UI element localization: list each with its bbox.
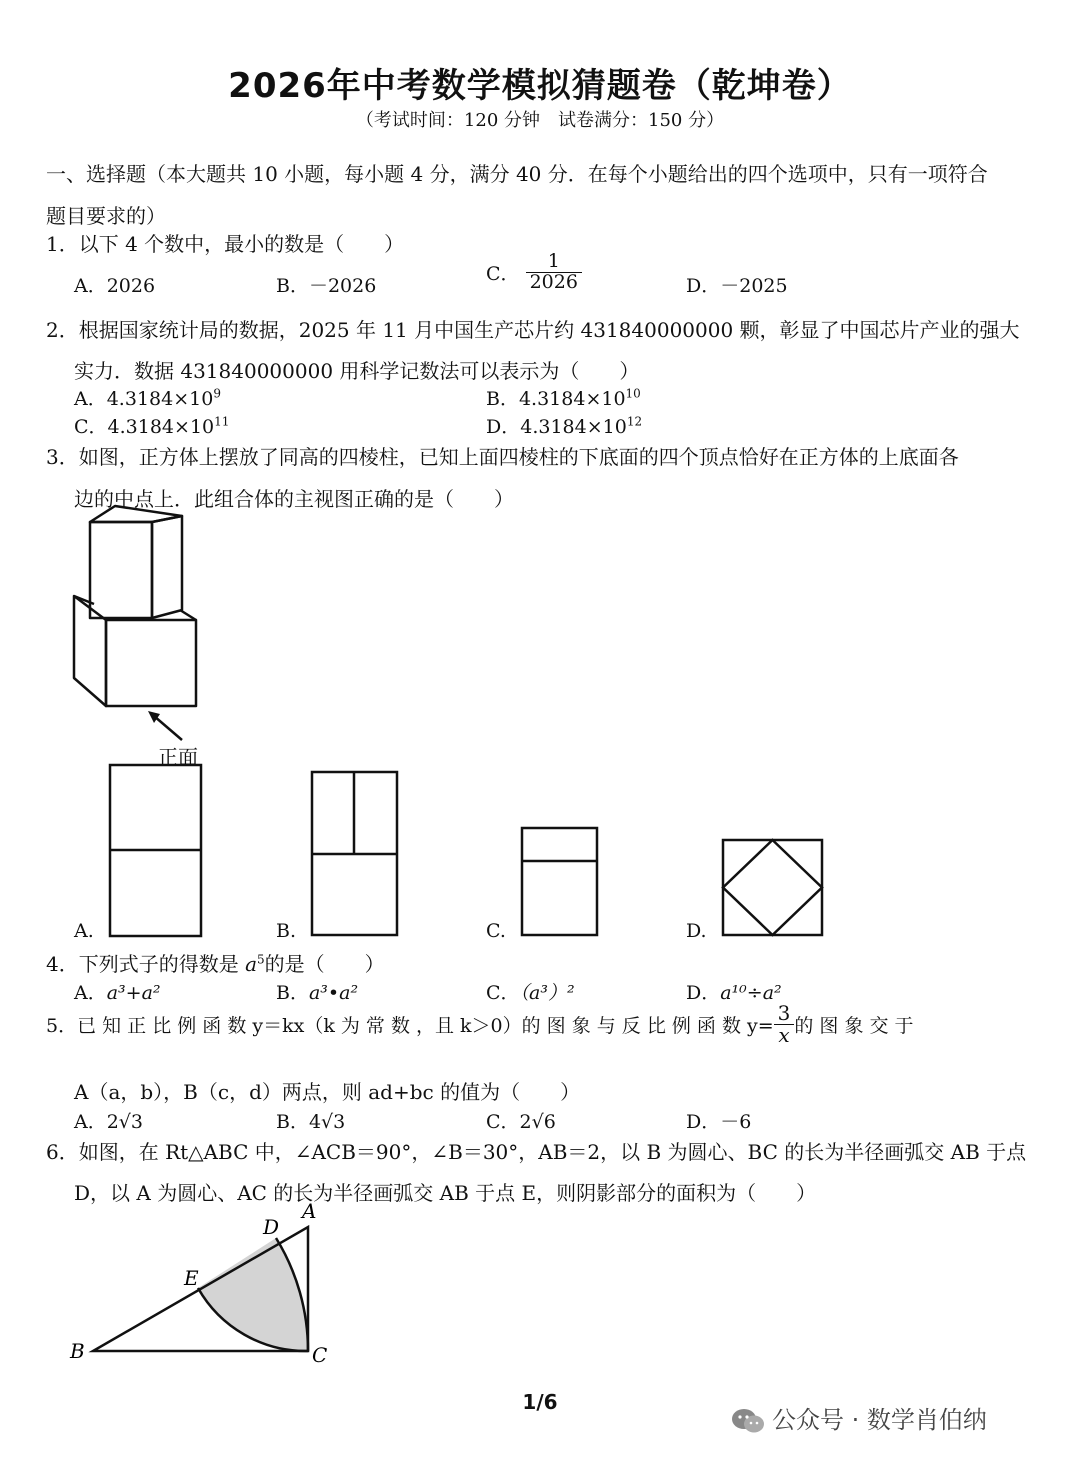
q5-fraction-numerator: 3 (774, 1003, 795, 1025)
q4-option-a-label: A． (74, 982, 107, 1004)
q2-stem-line2: 实力．数据 431840000000 用科学记数法可以表示为（ ） (74, 359, 640, 383)
q3-option-d-figure (721, 838, 825, 938)
cube-front-face (106, 620, 196, 706)
q4-option-b-expr: a³•a² (308, 982, 359, 1004)
q2-option-b (486, 384, 641, 411)
q1-option-d: D．－2025 (686, 275, 788, 297)
q2-option-b-text: B．4.3184×10 (486, 388, 626, 410)
q4-option-c (486, 978, 575, 1005)
page-number: 1/6 (522, 1390, 558, 1414)
q2-option-a-text: A．4.3184×10 (74, 388, 214, 410)
prism-right-face (152, 516, 182, 618)
q4-option-d (686, 978, 782, 1005)
prism-top-face (90, 506, 182, 522)
q6-stem-line1: 6．如图，在 Rt△ABC 中，∠ACB＝90°，∠B＝30°，AB＝2，以 B 为圆心、BC 的长为半径画弧交 AB 于点 (46, 1140, 1027, 1164)
q4-option-b (276, 978, 358, 1005)
q4-option-c-expr: （a³）² (519, 982, 575, 1004)
label-d: D (263, 1215, 280, 1239)
q2-option-d (486, 412, 642, 439)
shaded-region (198, 1238, 308, 1351)
q4-option-d-label: D． (686, 982, 721, 1004)
q1-option-c-label: C． (486, 262, 520, 285)
q1-fraction-denominator: 2026 (529, 270, 578, 293)
q3-option-d-label: D. (686, 920, 707, 942)
front-label: 正面 (158, 745, 198, 769)
q3-option-c-figure (520, 826, 600, 938)
q4-option-a-expr: a³+a² (106, 982, 161, 1004)
watermark-text: 公众号 · 数学肖伯纳 (772, 1406, 987, 1434)
q1-option-b: B．－2026 (276, 275, 377, 297)
q2-option-c-text: C．4.3184×10 (74, 416, 215, 438)
q5-option-a: A．2√3 (74, 1111, 144, 1133)
q3-stem-line1: 3．如图，正方体上摆放了同高的四棱柱，已知上面四棱柱的下底面的四个顶点恰好在正方体的上底面各 (46, 445, 959, 469)
q2-option-a (74, 384, 221, 411)
q2-option-c (74, 412, 229, 439)
q4-stem-var: a (245, 952, 258, 976)
q5-stem-line1 (46, 1003, 914, 1046)
label-a: A (302, 1199, 317, 1223)
q4-option-b-label: B． (276, 982, 309, 1004)
q2-option-b-exp: 10 (625, 386, 641, 401)
exam-subtitle: （考试时间：120 分钟 试卷满分：150 分） (355, 110, 725, 131)
cube-top-edge-right (180, 610, 196, 620)
q5-fraction (774, 1003, 795, 1046)
label-e: E (184, 1266, 199, 1290)
q5-fraction-denominator: x (778, 1023, 790, 1047)
q1-fraction-numerator: 1 (526, 252, 582, 273)
q5-stem-pre: 5．已 知 正 比 例 函 数 y＝kx（k 为 常 数 ，且 k＞0）的 图 象 与 反 比 例 函 数 y= (46, 1015, 774, 1037)
q4-option-c-label: C． (486, 982, 520, 1004)
q5-option-c: C．2√6 (486, 1111, 556, 1133)
q6-stem-line2: D，以 A 为圆心、AC 的长为半径画弧交 AB 于点 E，则阴影部分的面积为（ ） (74, 1181, 817, 1205)
q4-stem-post: 的是（ ） (264, 952, 385, 976)
q3-option-b-label: B. (276, 920, 297, 942)
q1-stem: 1．以下 4 个数中，最小的数是（ ） (46, 232, 405, 256)
q1-option-a: A．2026 (74, 275, 156, 297)
label-b: B (70, 1339, 85, 1363)
q3-option-c-label: C. (486, 920, 506, 942)
q2-option-c-exp: 11 (214, 414, 230, 429)
q1-option-c (486, 252, 582, 293)
section-heading-line1: 一、选择题（本大题共 10 小题，每小题 4 分，满分 40 分．在每个小题给出的四个选项中，只有一项符合 (46, 162, 988, 186)
q5-option-b: B．4√3 (276, 1111, 346, 1133)
q1-option-c-fraction (526, 252, 582, 293)
q3-option-a-label: A. (74, 920, 94, 942)
q4-stem-exp: 5 (257, 952, 265, 967)
q2-option-d-text: D．4.3184×10 (486, 416, 627, 438)
q3-option-b-figure (310, 770, 400, 938)
q5-stem-post: 的 图 象 交 于 (794, 1015, 914, 1037)
q4-option-a (74, 978, 161, 1005)
q3-option-a-figure (108, 763, 204, 939)
wechat-icon (730, 1406, 766, 1436)
q2-option-a-exp: 9 (213, 386, 221, 401)
q5-option-d: D．－6 (686, 1111, 752, 1133)
q3-solid-figure (60, 500, 230, 770)
q4-stem (46, 948, 385, 977)
q2-stem-line1: 2．根据国家统计局的数据，2025 年 11 月中国生产芯片约 431840000000 颗，彰显了中国芯片产业的强大 (46, 318, 1020, 342)
q3-stem-line2: 边的中点上．此组合体的主视图正确的是（ ） (74, 487, 514, 511)
exam-title: 2026年中考数学模拟猜题卷（乾坤卷） (228, 66, 852, 106)
q4-stem-pre: 4．下列式子的得数是 (46, 952, 246, 976)
q6-triangle-figure (60, 1196, 350, 1371)
q5-stem-line2: A（a，b），B（c，d）两点，则 ad+bc 的值为（ ） (74, 1080, 581, 1104)
label-c: C (312, 1343, 328, 1367)
prism-front-face (90, 522, 152, 618)
front-arrow-shaft (154, 716, 182, 740)
watermark (730, 1400, 987, 1436)
q2-option-d-exp: 12 (626, 414, 643, 429)
q4-option-d-expr: a¹⁰÷a² (720, 982, 782, 1004)
section-heading-line2: 题目要求的） (46, 204, 166, 228)
